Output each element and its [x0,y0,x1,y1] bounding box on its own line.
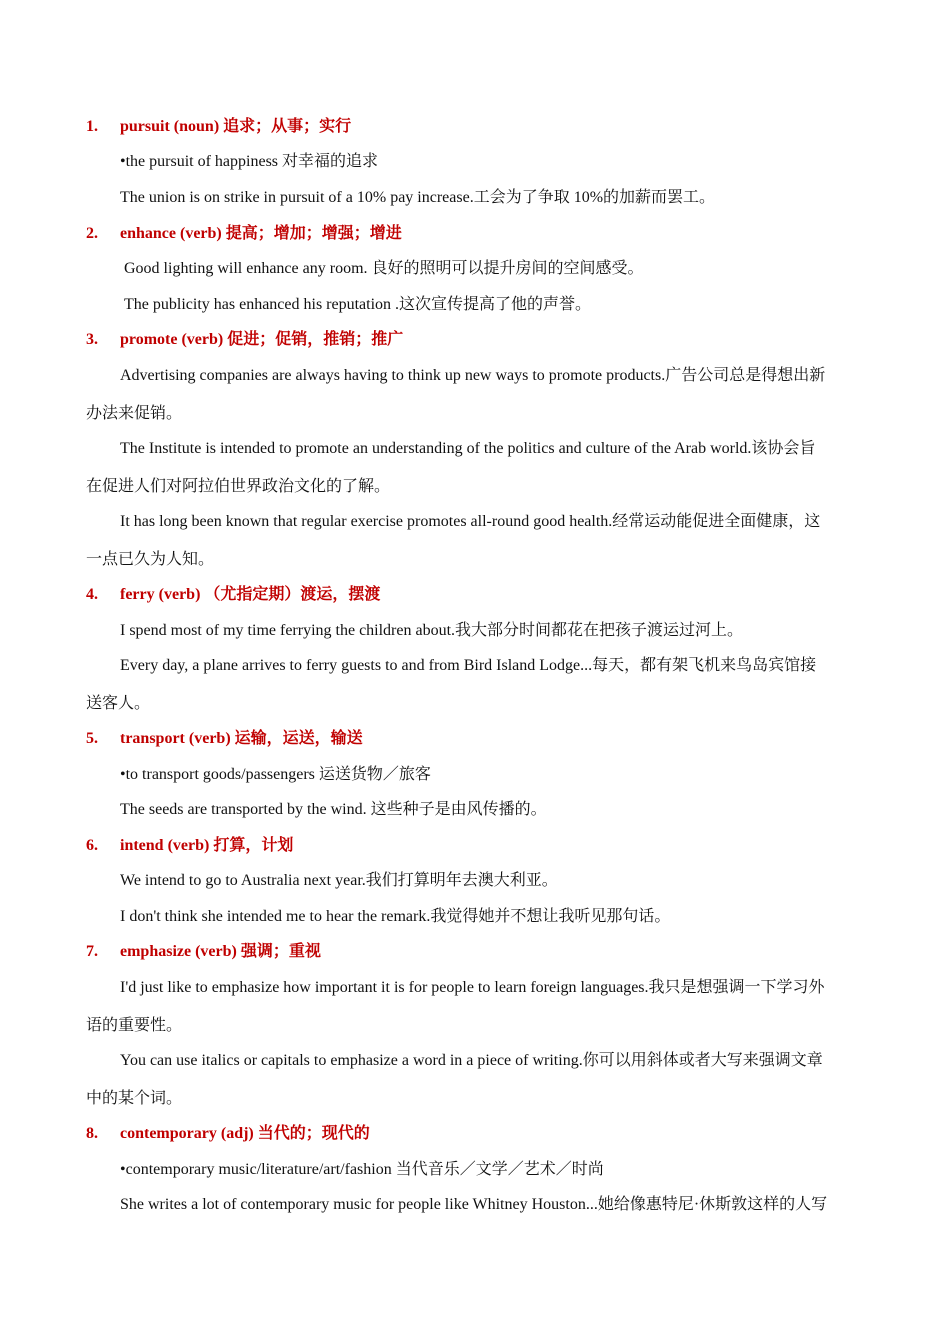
example-line-continued: 中的某个词。 [86,1090,183,1107]
example-line: •the pursuit of happiness 对幸福的追求 [120,153,379,170]
entry-heading [86,1124,866,1144]
example-line: The publicity has enhanced his reputation .这次宣传提高了他的声誉。 [124,296,592,313]
example-line: The union is on strike in pursuit of a 10% pay increase.工会为了争取 10%的加薪而罢工。 [120,189,716,206]
example-line: It has long been known that regular exercise promotes all-round good health.经常运动能促进全面健康，这 [120,513,821,530]
example-line-continued: 语的重要性。 [86,1017,183,1034]
example-line: I spend most of my time ferrying the children about.我大部分时间都花在把孩子渡运过河上。 [120,622,744,639]
entry-number: 1. [86,118,98,135]
example-line-continued: 一点已久为人知。 [86,551,215,568]
entry-heading [86,585,866,605]
example-line: She writes a lot of contemporary music for people like Whitney Houston...她给像惠特尼·休斯敦这样的人写 [120,1196,828,1213]
entry-number: 5. [86,730,98,747]
example-line: •to transport goods/passengers 运送货物／旅客 [120,766,431,783]
example-line: Advertising companies are always having to think up new ways to promote products.广告公司总是得想出新 [120,367,826,384]
example-line: We intend to go to Australia next year.我们打算明年去澳大利亚。 [120,872,558,889]
example-line: Good lighting will enhance any room. 良好的照明可以提升房间的空间感受。 [124,260,644,277]
entry-heading [86,729,866,749]
entry-title: promote (verb) 促进；促销，推销；推广 [120,331,404,348]
entry-number: 4. [86,586,98,603]
entry-title: intend (verb) 打算，计划 [120,837,294,854]
example-line: The Institute is intended to promote an understanding of the politics and culture of the Arab world.该协会旨 [120,440,816,457]
entry-title: enhance (verb) 提高；增加；增强；增进 [120,225,402,242]
entry-number: 7. [86,943,98,960]
example-line-continued: 在促进人们对阿拉伯世界政治文化的了解。 [86,478,391,495]
example-line: The seeds are transported by the wind. 这些种子是由风传播的。 [120,801,547,818]
example-line-continued: 办法来促销。 [86,405,183,422]
entry-title: contemporary (adj) 当代的；现代的 [120,1125,370,1142]
entry-number: 3. [86,331,98,348]
entry-heading [86,224,866,244]
entry-title: pursuit (noun) 追求；从事；实行 [120,118,352,135]
example-line: You can use italics or capitals to emphasize a word in a piece of writing.你可以用斜体或者大写来强调文章 [120,1052,823,1069]
example-line-continued: 送客人。 [86,695,151,712]
entry-title: ferry (verb) （尤指定期）渡运，摆渡 [120,586,381,603]
entry-title: transport (verb) 运输，运送，输送 [120,730,363,747]
example-line: Every day, a plane arrives to ferry guests to and from Bird Island Lodge...每天，都有架飞机来鸟岛宾馆接 [120,657,817,674]
entry-heading [86,942,866,962]
example-line: I'd just like to emphasize how important it is for people to learn foreign languages.我只是想强调一下学习外 [120,979,825,996]
example-line: •contemporary music/literature/art/fashion 当代音乐／文学／艺术／时尚 [120,1161,604,1178]
entry-heading [86,330,866,350]
entry-number: 8. [86,1125,98,1142]
entry-title: emphasize (verb) 强调；重视 [120,943,321,960]
entry-heading [86,117,866,137]
entry-heading [86,836,866,856]
entry-number: 2. [86,225,98,242]
example-line: I don't think she intended me to hear the remark.我觉得她并不想让我听见那句话。 [120,908,671,925]
entry-number: 6. [86,837,98,854]
